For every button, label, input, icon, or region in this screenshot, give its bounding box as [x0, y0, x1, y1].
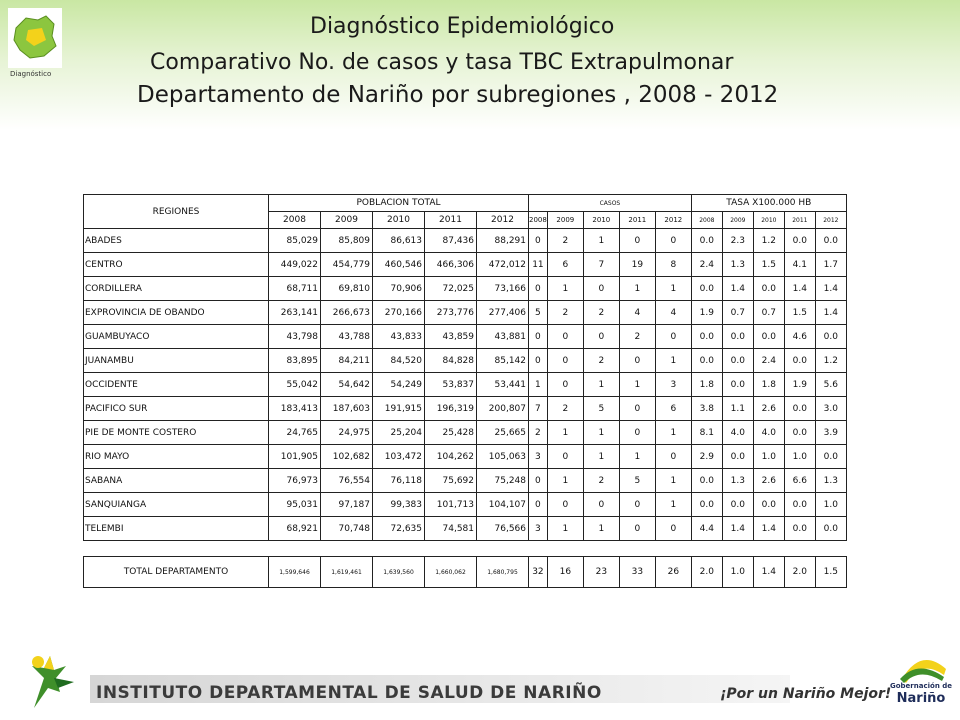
- rate-cell: 1.4: [753, 517, 784, 541]
- population-cell: 85,809: [321, 229, 373, 253]
- total-rate-cell: 2.0: [691, 557, 722, 588]
- rate-cell: 1.2: [753, 229, 784, 253]
- region-name: RIO MAYO: [84, 445, 269, 469]
- rate-cell: 1.4: [722, 517, 753, 541]
- population-cell: 103,472: [373, 445, 425, 469]
- population-cell: 76,566: [477, 517, 529, 541]
- cases-cell: 1: [547, 517, 583, 541]
- rate-cell: 0.0: [815, 445, 846, 469]
- population-cell: 76,973: [269, 469, 321, 493]
- population-cell: 273,776: [425, 301, 477, 325]
- cases-cell: 0: [619, 493, 655, 517]
- rate-cell: 2.6: [753, 397, 784, 421]
- year-header-rate: 2010: [753, 212, 784, 229]
- total-cases-cell: 32: [529, 557, 548, 588]
- rate-cell: 0.7: [753, 301, 784, 325]
- population-cell: 97,187: [321, 493, 373, 517]
- table-row: [84, 277, 847, 301]
- population-cell: 68,921: [269, 517, 321, 541]
- cases-cell: 1: [583, 229, 619, 253]
- cases-cell: 1: [655, 421, 691, 445]
- cases-cell: 0: [619, 421, 655, 445]
- cases-cell: 7: [583, 253, 619, 277]
- population-cell: 183,413: [269, 397, 321, 421]
- cases-cell: 1: [619, 445, 655, 469]
- total-cases-cell: 23: [583, 557, 619, 588]
- population-cell: 43,798: [269, 325, 321, 349]
- cases-cell: 0: [547, 373, 583, 397]
- population-cell: 84,520: [373, 349, 425, 373]
- cases-cell: 1: [583, 445, 619, 469]
- cases-cell: 2: [583, 469, 619, 493]
- cases-cell: 0: [619, 517, 655, 541]
- cases-cell: 8: [655, 253, 691, 277]
- rate-cell: 0.0: [815, 517, 846, 541]
- population-cell: 43,833: [373, 325, 425, 349]
- region-name: EXPROVINCIA DE OBANDO: [84, 301, 269, 325]
- cases-cell: 0: [529, 325, 548, 349]
- cases-cell: 2: [529, 421, 548, 445]
- cases-cell: 1: [655, 493, 691, 517]
- population-cell: 24,975: [321, 421, 373, 445]
- cases-cell: 6: [547, 253, 583, 277]
- cases-cell: 0: [655, 229, 691, 253]
- region-name: PACIFICO SUR: [84, 397, 269, 421]
- rate-cell: 1.7: [815, 253, 846, 277]
- total-population-cell: 1,639,560: [373, 557, 425, 588]
- year-header-rate: 2009: [722, 212, 753, 229]
- population-cell: 454,779: [321, 253, 373, 277]
- population-cell: 75,692: [425, 469, 477, 493]
- population-cell: 105,063: [477, 445, 529, 469]
- rate-cell: 1.4: [784, 277, 815, 301]
- title-line-2: Comparativo No. de casos y tasa TBC Extrapulmonar: [150, 50, 734, 75]
- cases-cell: 1: [547, 277, 583, 301]
- total-population-cell: 1,619,461: [321, 557, 373, 588]
- population-cell: 460,546: [373, 253, 425, 277]
- year-header-cases: 2011: [619, 212, 655, 229]
- cases-cell: 1: [547, 469, 583, 493]
- rate-cell: 0.0: [753, 277, 784, 301]
- cases-cell: 4: [655, 301, 691, 325]
- cases-cell: 0: [547, 493, 583, 517]
- cases-cell: 1: [547, 421, 583, 445]
- region-name: CORDILLERA: [84, 277, 269, 301]
- population-cell: 99,383: [373, 493, 425, 517]
- rate-cell: 1.9: [691, 301, 722, 325]
- population-cell: 75,248: [477, 469, 529, 493]
- header-casos: CASOS: [529, 195, 692, 212]
- population-cell: 55,042: [269, 373, 321, 397]
- rate-cell: 1.0: [784, 445, 815, 469]
- cases-cell: 1: [619, 277, 655, 301]
- rate-cell: 0.0: [784, 421, 815, 445]
- narino-map-logo: [8, 8, 62, 68]
- gobernacion-line1: Gobernación de: [889, 682, 952, 690]
- rate-cell: 0.0: [722, 445, 753, 469]
- rate-cell: 4.4: [691, 517, 722, 541]
- population-cell: 95,031: [269, 493, 321, 517]
- rate-cell: 0.0: [691, 493, 722, 517]
- table-row: [84, 397, 847, 421]
- gobernacion-line2: Nariño: [896, 691, 946, 706]
- total-label: TOTAL DEPARTAMENTO: [84, 557, 269, 588]
- cases-cell: 1: [655, 469, 691, 493]
- table-row: [84, 493, 847, 517]
- population-cell: 187,603: [321, 397, 373, 421]
- cases-cell: 1: [583, 517, 619, 541]
- region-name: SABANA: [84, 469, 269, 493]
- year-header-rate: 2008: [691, 212, 722, 229]
- rate-cell: 1.4: [722, 277, 753, 301]
- rate-cell: 0.0: [691, 325, 722, 349]
- table-spacer: [84, 541, 847, 557]
- rate-cell: 2.3: [722, 229, 753, 253]
- rate-cell: 1.1: [722, 397, 753, 421]
- rate-cell: 1.4: [815, 301, 846, 325]
- population-cell: 83,895: [269, 349, 321, 373]
- rate-cell: 0.0: [784, 397, 815, 421]
- population-cell: 70,906: [373, 277, 425, 301]
- header-poblacion: POBLACION TOTAL: [269, 195, 529, 212]
- cases-cell: 2: [583, 301, 619, 325]
- cases-cell: 1: [529, 373, 548, 397]
- cases-cell: 11: [529, 253, 548, 277]
- table-row: [84, 445, 847, 469]
- year-header-cases: 2012: [655, 212, 691, 229]
- rate-cell: 0.0: [722, 493, 753, 517]
- population-cell: 466,306: [425, 253, 477, 277]
- rate-cell: 1.9: [784, 373, 815, 397]
- rate-cell: 3.8: [691, 397, 722, 421]
- population-cell: 191,915: [373, 397, 425, 421]
- year-header-cases: 2010: [583, 212, 619, 229]
- table-row: [84, 349, 847, 373]
- rate-cell: 1.3: [722, 469, 753, 493]
- rate-cell: 3.0: [815, 397, 846, 421]
- population-cell: 24,765: [269, 421, 321, 445]
- rate-cell: 1.0: [753, 445, 784, 469]
- population-cell: 196,319: [425, 397, 477, 421]
- rate-cell: 0.0: [815, 325, 846, 349]
- footer-institute: INSTITUTO DEPARTAMENTAL DE SALUD DE NARIÑO: [96, 683, 602, 703]
- rate-cell: 1.4: [815, 277, 846, 301]
- population-cell: 72,635: [373, 517, 425, 541]
- cases-cell: 2: [547, 229, 583, 253]
- rate-cell: 8.1: [691, 421, 722, 445]
- rate-cell: 6.6: [784, 469, 815, 493]
- total-population-cell: 1,680,795: [477, 557, 529, 588]
- year-header-cases: 2009: [547, 212, 583, 229]
- rate-cell: 4.1: [784, 253, 815, 277]
- cases-cell: 0: [583, 493, 619, 517]
- population-cell: 87,436: [425, 229, 477, 253]
- rate-cell: 2.4: [691, 253, 722, 277]
- rate-cell: 0.0: [753, 325, 784, 349]
- cases-cell: 1: [655, 277, 691, 301]
- cases-cell: 0: [655, 445, 691, 469]
- population-cell: 74,581: [425, 517, 477, 541]
- rate-cell: 0.0: [753, 493, 784, 517]
- population-cell: 104,107: [477, 493, 529, 517]
- cases-cell: 0: [547, 445, 583, 469]
- population-cell: 25,428: [425, 421, 477, 445]
- rate-cell: 1.0: [815, 493, 846, 517]
- population-cell: 54,642: [321, 373, 373, 397]
- rate-cell: 2.9: [691, 445, 722, 469]
- population-cell: 68,711: [269, 277, 321, 301]
- logo-caption: Diagnóstico: [10, 70, 52, 78]
- rate-cell: 0.0: [722, 325, 753, 349]
- cases-cell: 0: [619, 229, 655, 253]
- cases-cell: 7: [529, 397, 548, 421]
- region-name: SANQUIANGA: [84, 493, 269, 517]
- title-line-3: Departamento de Nariño por subregiones , 2008 - 2012: [137, 82, 779, 108]
- cases-cell: 0: [547, 325, 583, 349]
- rate-cell: 0.0: [722, 349, 753, 373]
- cases-cell: 2: [583, 349, 619, 373]
- rate-cell: 4.0: [722, 421, 753, 445]
- table-row: [84, 229, 847, 253]
- total-cases-cell: 33: [619, 557, 655, 588]
- cases-cell: 2: [547, 301, 583, 325]
- rate-cell: 2.6: [753, 469, 784, 493]
- table-row: [84, 469, 847, 493]
- footer-slogan: ¡Por un Nariño Mejor!: [720, 686, 892, 702]
- rate-cell: 3.9: [815, 421, 846, 445]
- table-row: [84, 301, 847, 325]
- population-cell: 43,859: [425, 325, 477, 349]
- population-cell: 84,211: [321, 349, 373, 373]
- rate-cell: 1.8: [691, 373, 722, 397]
- population-cell: 85,142: [477, 349, 529, 373]
- population-cell: 270,166: [373, 301, 425, 325]
- cases-cell: 0: [619, 349, 655, 373]
- rate-cell: 0.0: [691, 469, 722, 493]
- population-cell: 85,029: [269, 229, 321, 253]
- rate-cell: 0.0: [691, 229, 722, 253]
- population-cell: 88,291: [477, 229, 529, 253]
- cases-cell: 0: [529, 229, 548, 253]
- population-cell: 86,613: [373, 229, 425, 253]
- cases-cell: 6: [655, 397, 691, 421]
- table-row: [84, 253, 847, 277]
- population-cell: 43,788: [321, 325, 373, 349]
- population-cell: 76,118: [373, 469, 425, 493]
- cases-cell: 5: [583, 397, 619, 421]
- cases-table: [83, 194, 847, 588]
- header-regiones: REGIONES: [84, 195, 269, 229]
- region-name: OCCIDENTE: [84, 373, 269, 397]
- rate-cell: 0.0: [784, 493, 815, 517]
- region-name: PIE DE MONTE COSTERO: [84, 421, 269, 445]
- population-cell: 53,837: [425, 373, 477, 397]
- population-cell: 263,141: [269, 301, 321, 325]
- year-header-population: 2011: [425, 212, 477, 229]
- population-cell: 277,406: [477, 301, 529, 325]
- region-name: ABADES: [84, 229, 269, 253]
- year-header-population: 2008: [269, 212, 321, 229]
- total-rate-cell: 1.4: [753, 557, 784, 588]
- rate-cell: 1.8: [753, 373, 784, 397]
- cases-cell: 1: [655, 349, 691, 373]
- year-header-cases: 2008: [529, 212, 548, 229]
- cases-cell: 0: [583, 277, 619, 301]
- cases-cell: 19: [619, 253, 655, 277]
- rate-cell: 0.0: [815, 229, 846, 253]
- population-cell: 449,022: [269, 253, 321, 277]
- cases-cell: 0: [547, 349, 583, 373]
- year-header-rate: 2012: [815, 212, 846, 229]
- table-row: [84, 421, 847, 445]
- population-cell: 25,204: [373, 421, 425, 445]
- total-population-cell: 1,599,646: [269, 557, 321, 588]
- population-cell: 76,554: [321, 469, 373, 493]
- cases-cell: 0: [529, 493, 548, 517]
- rate-cell: 2.4: [753, 349, 784, 373]
- year-header-population: 2009: [321, 212, 373, 229]
- population-cell: 53,441: [477, 373, 529, 397]
- gobernacion-text: [888, 682, 954, 706]
- cases-cell: 0: [529, 469, 548, 493]
- rate-cell: 0.0: [784, 517, 815, 541]
- rate-cell: 1.3: [722, 253, 753, 277]
- table-row: [84, 517, 847, 541]
- rate-cell: 0.0: [784, 349, 815, 373]
- population-cell: 200,807: [477, 397, 529, 421]
- total-rate-cell: 1.5: [815, 557, 846, 588]
- header-tasa: TASA X100.000 HB: [691, 195, 846, 212]
- rate-cell: 0.0: [722, 373, 753, 397]
- population-cell: 54,249: [373, 373, 425, 397]
- rate-cell: 1.5: [784, 301, 815, 325]
- population-cell: 102,682: [321, 445, 373, 469]
- total-population-cell: 1,660,062: [425, 557, 477, 588]
- cases-cell: 0: [619, 397, 655, 421]
- population-cell: 266,673: [321, 301, 373, 325]
- cases-cell: 3: [529, 445, 548, 469]
- population-cell: 472,012: [477, 253, 529, 277]
- cases-cell: 3: [529, 517, 548, 541]
- year-header-population: 2010: [373, 212, 425, 229]
- cases-cell: 0: [655, 325, 691, 349]
- bird-logo: [14, 648, 84, 714]
- cases-cell: 0: [529, 277, 548, 301]
- population-cell: 72,025: [425, 277, 477, 301]
- year-header-rate: 2011: [784, 212, 815, 229]
- population-cell: 101,905: [269, 445, 321, 469]
- rate-cell: 1.2: [815, 349, 846, 373]
- cases-cell: 1: [583, 421, 619, 445]
- total-cases-cell: 26: [655, 557, 691, 588]
- cases-cell: 1: [619, 373, 655, 397]
- rate-cell: 0.0: [691, 277, 722, 301]
- rate-cell: 4.6: [784, 325, 815, 349]
- population-cell: 69,810: [321, 277, 373, 301]
- table-row: [84, 325, 847, 349]
- cases-cell: 3: [655, 373, 691, 397]
- population-cell: 73,166: [477, 277, 529, 301]
- rate-cell: 4.0: [753, 421, 784, 445]
- rate-cell: 1.5: [753, 253, 784, 277]
- total-cases-cell: 16: [547, 557, 583, 588]
- population-cell: 70,748: [321, 517, 373, 541]
- rate-cell: 5.6: [815, 373, 846, 397]
- cases-cell: 5: [529, 301, 548, 325]
- rate-cell: 1.3: [815, 469, 846, 493]
- rate-cell: 0.7: [722, 301, 753, 325]
- cases-cell: 0: [529, 349, 548, 373]
- title-line-1: Diagnóstico Epidemiológico: [310, 14, 615, 39]
- region-name: JUANAMBU: [84, 349, 269, 373]
- total-rate-cell: 1.0: [722, 557, 753, 588]
- cases-cell: 0: [655, 517, 691, 541]
- rate-cell: 0.0: [784, 229, 815, 253]
- total-rate-cell: 2.0: [784, 557, 815, 588]
- total-row: [84, 557, 847, 588]
- population-cell: 25,665: [477, 421, 529, 445]
- rate-cell: 0.0: [691, 349, 722, 373]
- cases-cell: 1: [583, 373, 619, 397]
- cases-cell: 4: [619, 301, 655, 325]
- population-cell: 104,262: [425, 445, 477, 469]
- table-row: [84, 373, 847, 397]
- region-name: CENTRO: [84, 253, 269, 277]
- cases-cell: 0: [583, 325, 619, 349]
- population-cell: 101,713: [425, 493, 477, 517]
- year-header-population: 2012: [477, 212, 529, 229]
- region-name: GUAMBUYACO: [84, 325, 269, 349]
- population-cell: 84,828: [425, 349, 477, 373]
- cases-cell: 2: [547, 397, 583, 421]
- region-name: TELEMBI: [84, 517, 269, 541]
- cases-cell: 2: [619, 325, 655, 349]
- cases-cell: 5: [619, 469, 655, 493]
- population-cell: 43,881: [477, 325, 529, 349]
